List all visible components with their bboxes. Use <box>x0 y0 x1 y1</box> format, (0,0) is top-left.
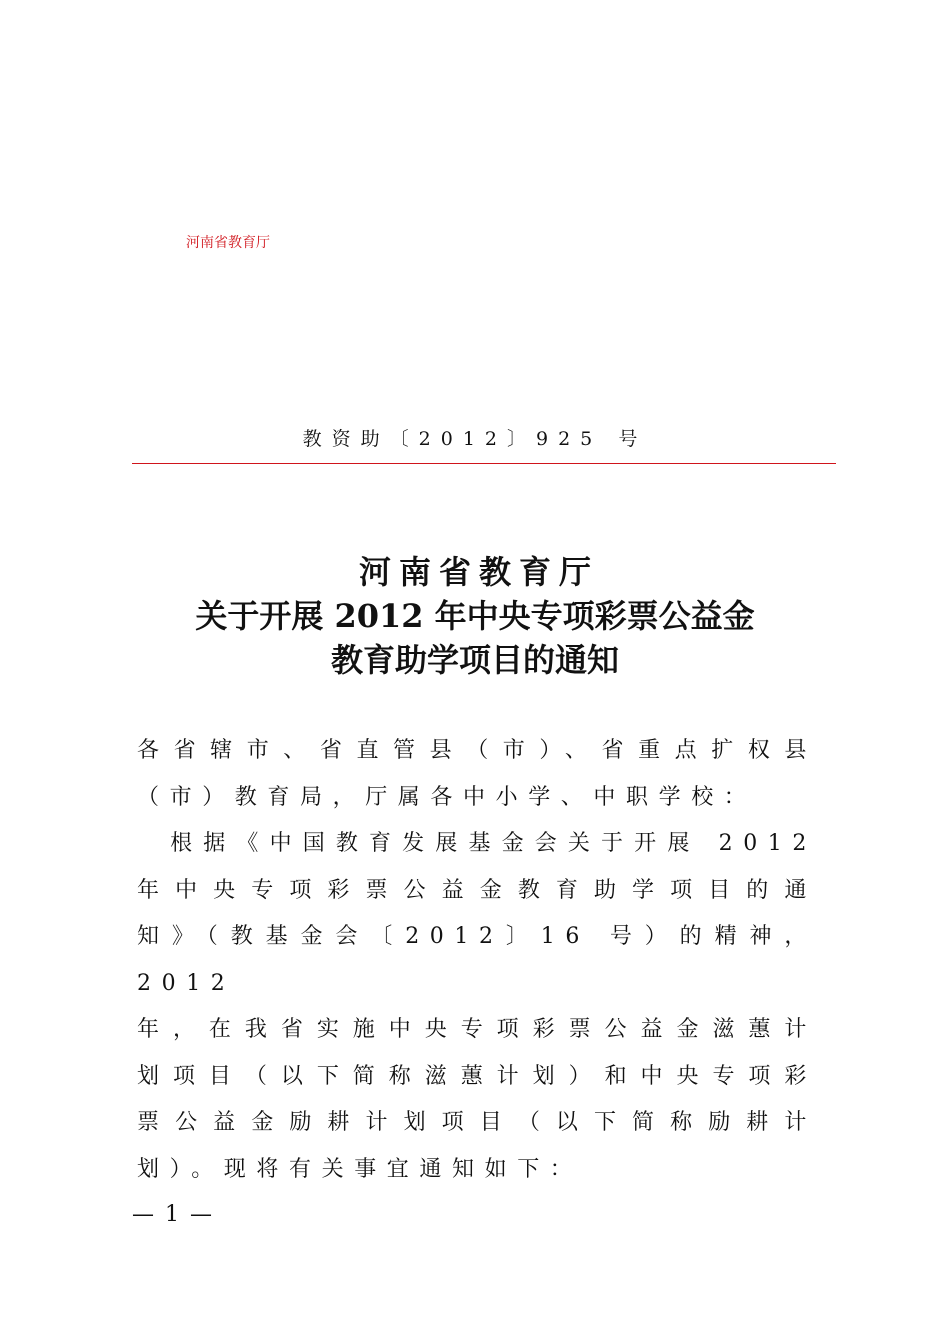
document-title <box>0 550 950 682</box>
document-number: 教资助〔2012〕925 号 <box>302 428 648 450</box>
page-number: — 1 — <box>132 1202 214 1227</box>
issuer-mark: 河南省教育厅 <box>186 235 270 251</box>
body-paragraph <box>137 821 817 1193</box>
paragraph-line: 划）。现将有关事宜通知如下： <box>137 1156 583 1182</box>
paragraph-line: 票公益金励耕计划项目（以下简称励耕计 <box>137 1110 817 1135</box>
paragraph-line: 根据《中国教育发展基金会关于开展 2012 <box>137 831 817 856</box>
document-body <box>137 728 817 1193</box>
paragraph-line: 知》（教基金会〔2012〕16 号）的精神， 2012 <box>137 924 817 996</box>
addressee-line: 各省辖市、省直管县（市）、省重点扩权县 <box>137 738 817 763</box>
addressee-line: （市）教育局，厅属各中小学、中职学校： <box>137 784 757 810</box>
paragraph-line: 年，在我省实施中央专项彩票公益金滋蕙计 <box>137 1017 817 1042</box>
addressee <box>137 728 817 821</box>
title-line-1: 河南省教育厅 <box>358 553 599 591</box>
title-line-2: 关于开展 2012 年中央专项彩票公益金 <box>195 597 755 635</box>
title-line-3: 教育助学项目的通知 <box>330 641 619 679</box>
paragraph-line: 划项目（以下简称滋蕙计划）和中央专项彩 <box>137 1063 817 1089</box>
paragraph-line: 年中央专项彩票公益金教育助学项目的通 <box>137 877 817 903</box>
red-divider-line <box>132 463 836 464</box>
